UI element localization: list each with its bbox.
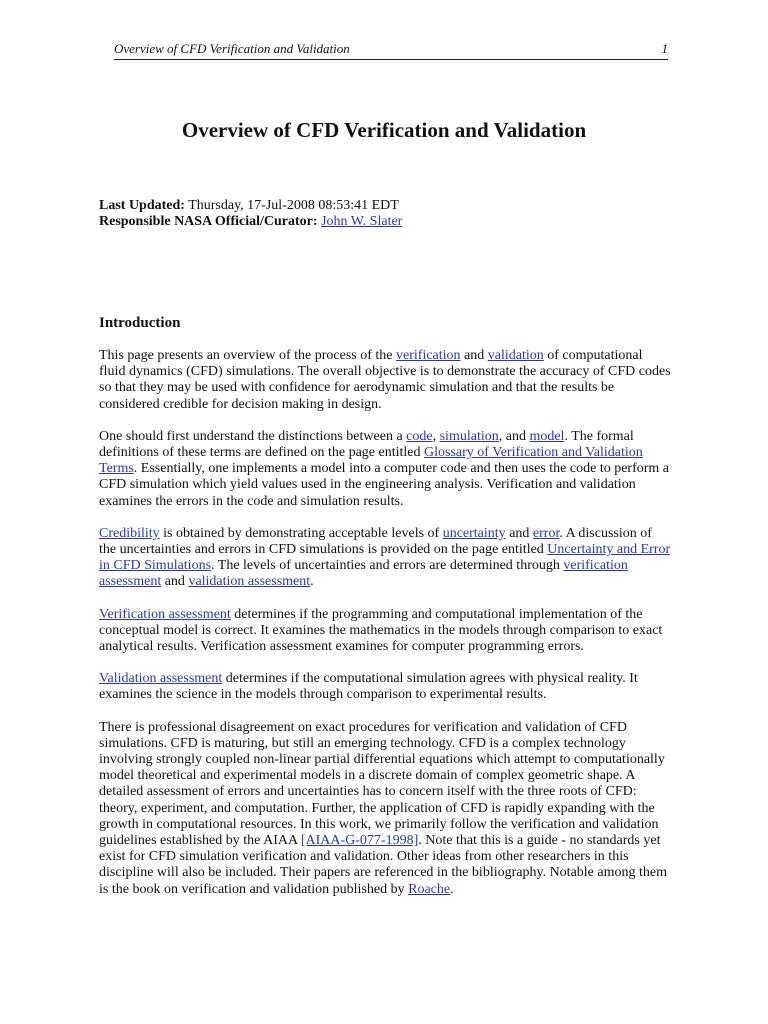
- paragraph-text: is obtained by demonstrating acceptable levels of: [159, 525, 443, 541]
- inline-link[interactable]: Glossary of Verification and Validation Terms: [99, 445, 643, 477]
- inline-link[interactable]: verification: [396, 348, 461, 363]
- last-updated-label: Last Updated:: [99, 198, 185, 213]
- inline-link[interactable]: [AIAA-G-077-1998]: [300, 833, 419, 849]
- paragraph-text: . Essentially, one implements a model into a computer code and then uses the code to perform a CFD simulation which yield values used in the engineering analysis. Verification and validation examines the errors in the code and simulation results.: [99, 461, 670, 509]
- paragraph-text: . The levels of uncertainties and errors are determined through: [211, 558, 564, 574]
- running-header-title: Overview of CFD Verification and Validation: [114, 41, 350, 56]
- body-paragraph: [99, 526, 671, 591]
- paragraph-text: . Note that this is a guide - no standards yet exist for CFD simulation verification and validation. Other ideas from other researchers in this discipline will also be included. Their papers are referenced in the bibliography. Notable among them is the book on verification and validation published by: [99, 833, 667, 897]
- inline-link[interactable]: error: [532, 525, 560, 541]
- page-number: 1: [661, 41, 668, 56]
- paragraph-text: ,: [432, 428, 440, 444]
- introduction-body: [99, 348, 671, 914]
- paragraph-text: .: [310, 574, 314, 590]
- paragraph-text: . A discussion of the uncertainties and errors in CFD simulations is provided on the page entitled: [99, 525, 652, 558]
- inline-link[interactable]: uncertainty: [442, 525, 506, 541]
- body-paragraph: [99, 720, 671, 898]
- inline-link[interactable]: verification assessment: [99, 558, 628, 590]
- paragraph-text: . The formal definitions of these terms are defined on the page entitled: [99, 428, 634, 461]
- paragraph-text: and: [460, 348, 488, 363]
- paragraph-text: and: [161, 574, 189, 590]
- inline-link[interactable]: Verification assessment: [99, 606, 231, 622]
- page-title: Overview of CFD Verification and Validation: [181, 118, 587, 142]
- curator-link[interactable]: John W. Slater: [321, 214, 403, 229]
- inline-link[interactable]: Credibility: [99, 525, 160, 541]
- body-paragraph: [99, 671, 671, 703]
- inline-link[interactable]: Uncertainty and Error in CFD Simulations: [99, 542, 671, 574]
- curator-line: [99, 214, 402, 230]
- paragraph-text: determines if the computational simulation agrees with physical reality. It examines the science in the models through comparison to experimental results.: [99, 671, 638, 703]
- paragraph-text: of computational fluid dynamics (CFD) simulations. The overall objective is to demonstrate the accuracy of CFD codes so that they may be used with confidence for aerodynamic simulation and that the results be considered credible for decision making in design.: [99, 348, 671, 412]
- inline-link[interactable]: validation: [487, 348, 544, 363]
- paragraph-text: This page presents an overview of the process of the: [99, 348, 397, 363]
- body-paragraph: [99, 429, 671, 510]
- inline-link[interactable]: validation assessment: [188, 574, 311, 590]
- running-header: [114, 40, 668, 60]
- metadata-block: [99, 198, 402, 230]
- body-paragraph: [99, 348, 671, 413]
- inline-link[interactable]: simulation: [439, 428, 499, 444]
- inline-link[interactable]: Roache: [408, 881, 451, 897]
- last-updated-line: [99, 198, 402, 214]
- paragraph-text: , and: [498, 428, 530, 444]
- last-updated-value: Thursday, 17-Jul-2008 08:53:41 EDT: [188, 198, 399, 213]
- paragraph-text: There is professional disagreement on exact procedures for verification and validation of CFD simulations. CFD is maturing, but still an emerging technology. CFD is a complex technology involving strongly coupled non-linear partial differential equations which attempt to computationally model theoretical and experimental models in a discrete domain of complex geometric shape. A detailed assessment of errors and uncertainties has to concern itself with the three roots of CFD: theory, experiment, and computation. Further, the application of CFD is rapidly expanding with the growth in computational resources. In this work, we primarily follow the verification and validation guidelines established by the AIAA: [99, 719, 665, 849]
- paragraph-text: One should first understand the distinctions between a: [99, 428, 407, 444]
- inline-link[interactable]: code: [406, 428, 433, 444]
- paragraph-text: and: [505, 525, 533, 541]
- body-paragraph: [99, 607, 671, 656]
- paragraph-text: .: [450, 881, 454, 897]
- inline-link[interactable]: Validation assessment: [99, 671, 223, 687]
- section-heading-introduction: Introduction: [99, 315, 181, 331]
- curator-label: Responsible NASA Official/Curator:: [99, 214, 318, 229]
- inline-link[interactable]: model: [529, 428, 565, 444]
- paragraph-text: determines if the programming and computational implementation of the conceptual model is correct. It examines the mathematics in the models through comparison to exact analytical results. Verification assessment examines for computer programming errors.: [99, 606, 663, 655]
